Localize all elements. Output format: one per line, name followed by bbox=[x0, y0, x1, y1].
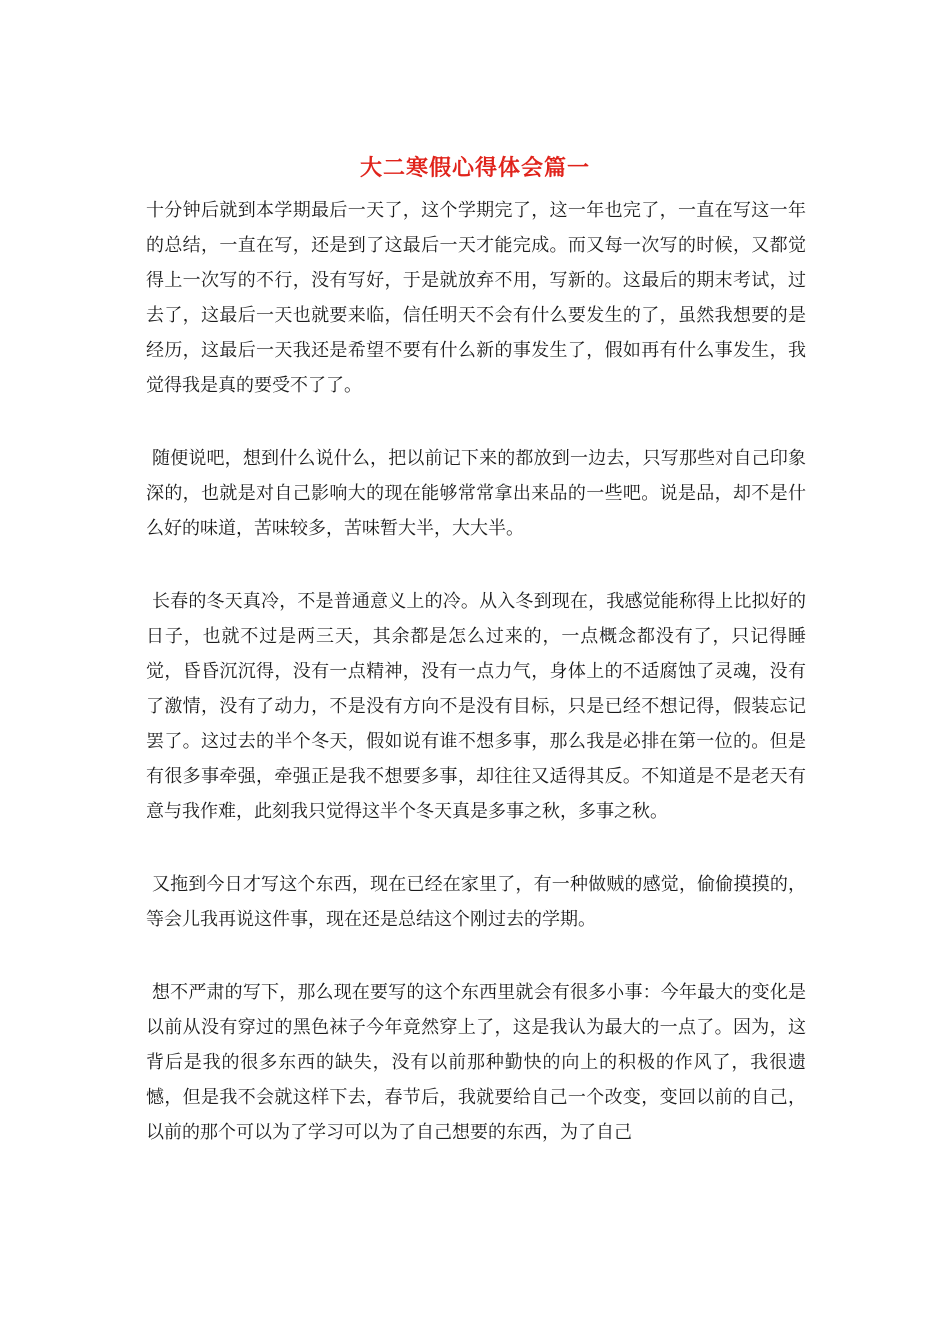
paragraph-1: 十分钟后就到本学期最后一天了，这个学期完了，这一年也完了，一直在写这一年的总结，一直在写，还是到了这最后一天才能完成。而又每一次写的时候，又都觉得上一次写的不行，没有写好，于是就放弃不用，写新的。这最后的期末考试，过去了，这最后一天也就要来临，信任明天不会有什么要发生的了，虽然我想要的是经历，这最后一天我还是希望不要有什么新的事发生了，假如再有什么事发生，我觉得我是真的要受不了了。 bbox=[146, 200, 806, 396]
paragraph-2: 随便说吧，想到什么说什么，把以前记下来的都放到一边去，只写那些对自己印象深的，也就是对自己影响大的现在能够常常拿出来品的一些吧。说是品，却不是什么好的味道，苦味较多，苦味暂大半，大大半。 bbox=[146, 448, 806, 539]
document-title: 大二寒假心得体会篇一 bbox=[359, 155, 590, 181]
paragraph-3: 长春的冬天真冷，不是普通意义上的冷。从入冬到现在，我感觉能称得上比拟好的日子，也就不过是两三天，其余都是怎么过来的，一点概念都没有了，只记得睡觉，昏昏沉沉得，没有一点精神，没有一点力气，身体上的不适腐蚀了灵魂，没有了激情，没有了动力，不是没有方向不是没有目标，只是已经不想记得，假装忘记罢了。这过去的半个冬天，假如说有谁不想多事，那么我是必排在第一位的。但是有很多事牵强，牵强正是我不想要多事，却往往又适得其反。不知道是不是老天有意与我作难，此刻我只觉得这半个冬天真是多事之秋，多事之秋。 bbox=[146, 591, 806, 822]
paragraph-4: 又拖到今日才写这个东西，现在已经在家里了，有一种做贼的感觉，偷偷摸摸的，等会儿我再说这件事，现在还是总结这个刚过去的学期。 bbox=[146, 874, 806, 930]
paragraph-5: 想不严肃的写下，那么现在要写的这个东西里就会有很多小事：今年最大的变化是以前从没有穿过的黑色袜子今年竟然穿上了，这是我认为最大的一点了。因为，这背后是我的很多东西的缺失，没有以前那种勤快的向上的积极的作风了，我很遗憾，但是我不会就这样下去，春节后，我就要给自己一个改变，变回以前的自己，以前的那个可以为了学习可以为了自己想要的东西，为了自己 bbox=[146, 982, 806, 1143]
document-body bbox=[146, 193, 806, 1188]
